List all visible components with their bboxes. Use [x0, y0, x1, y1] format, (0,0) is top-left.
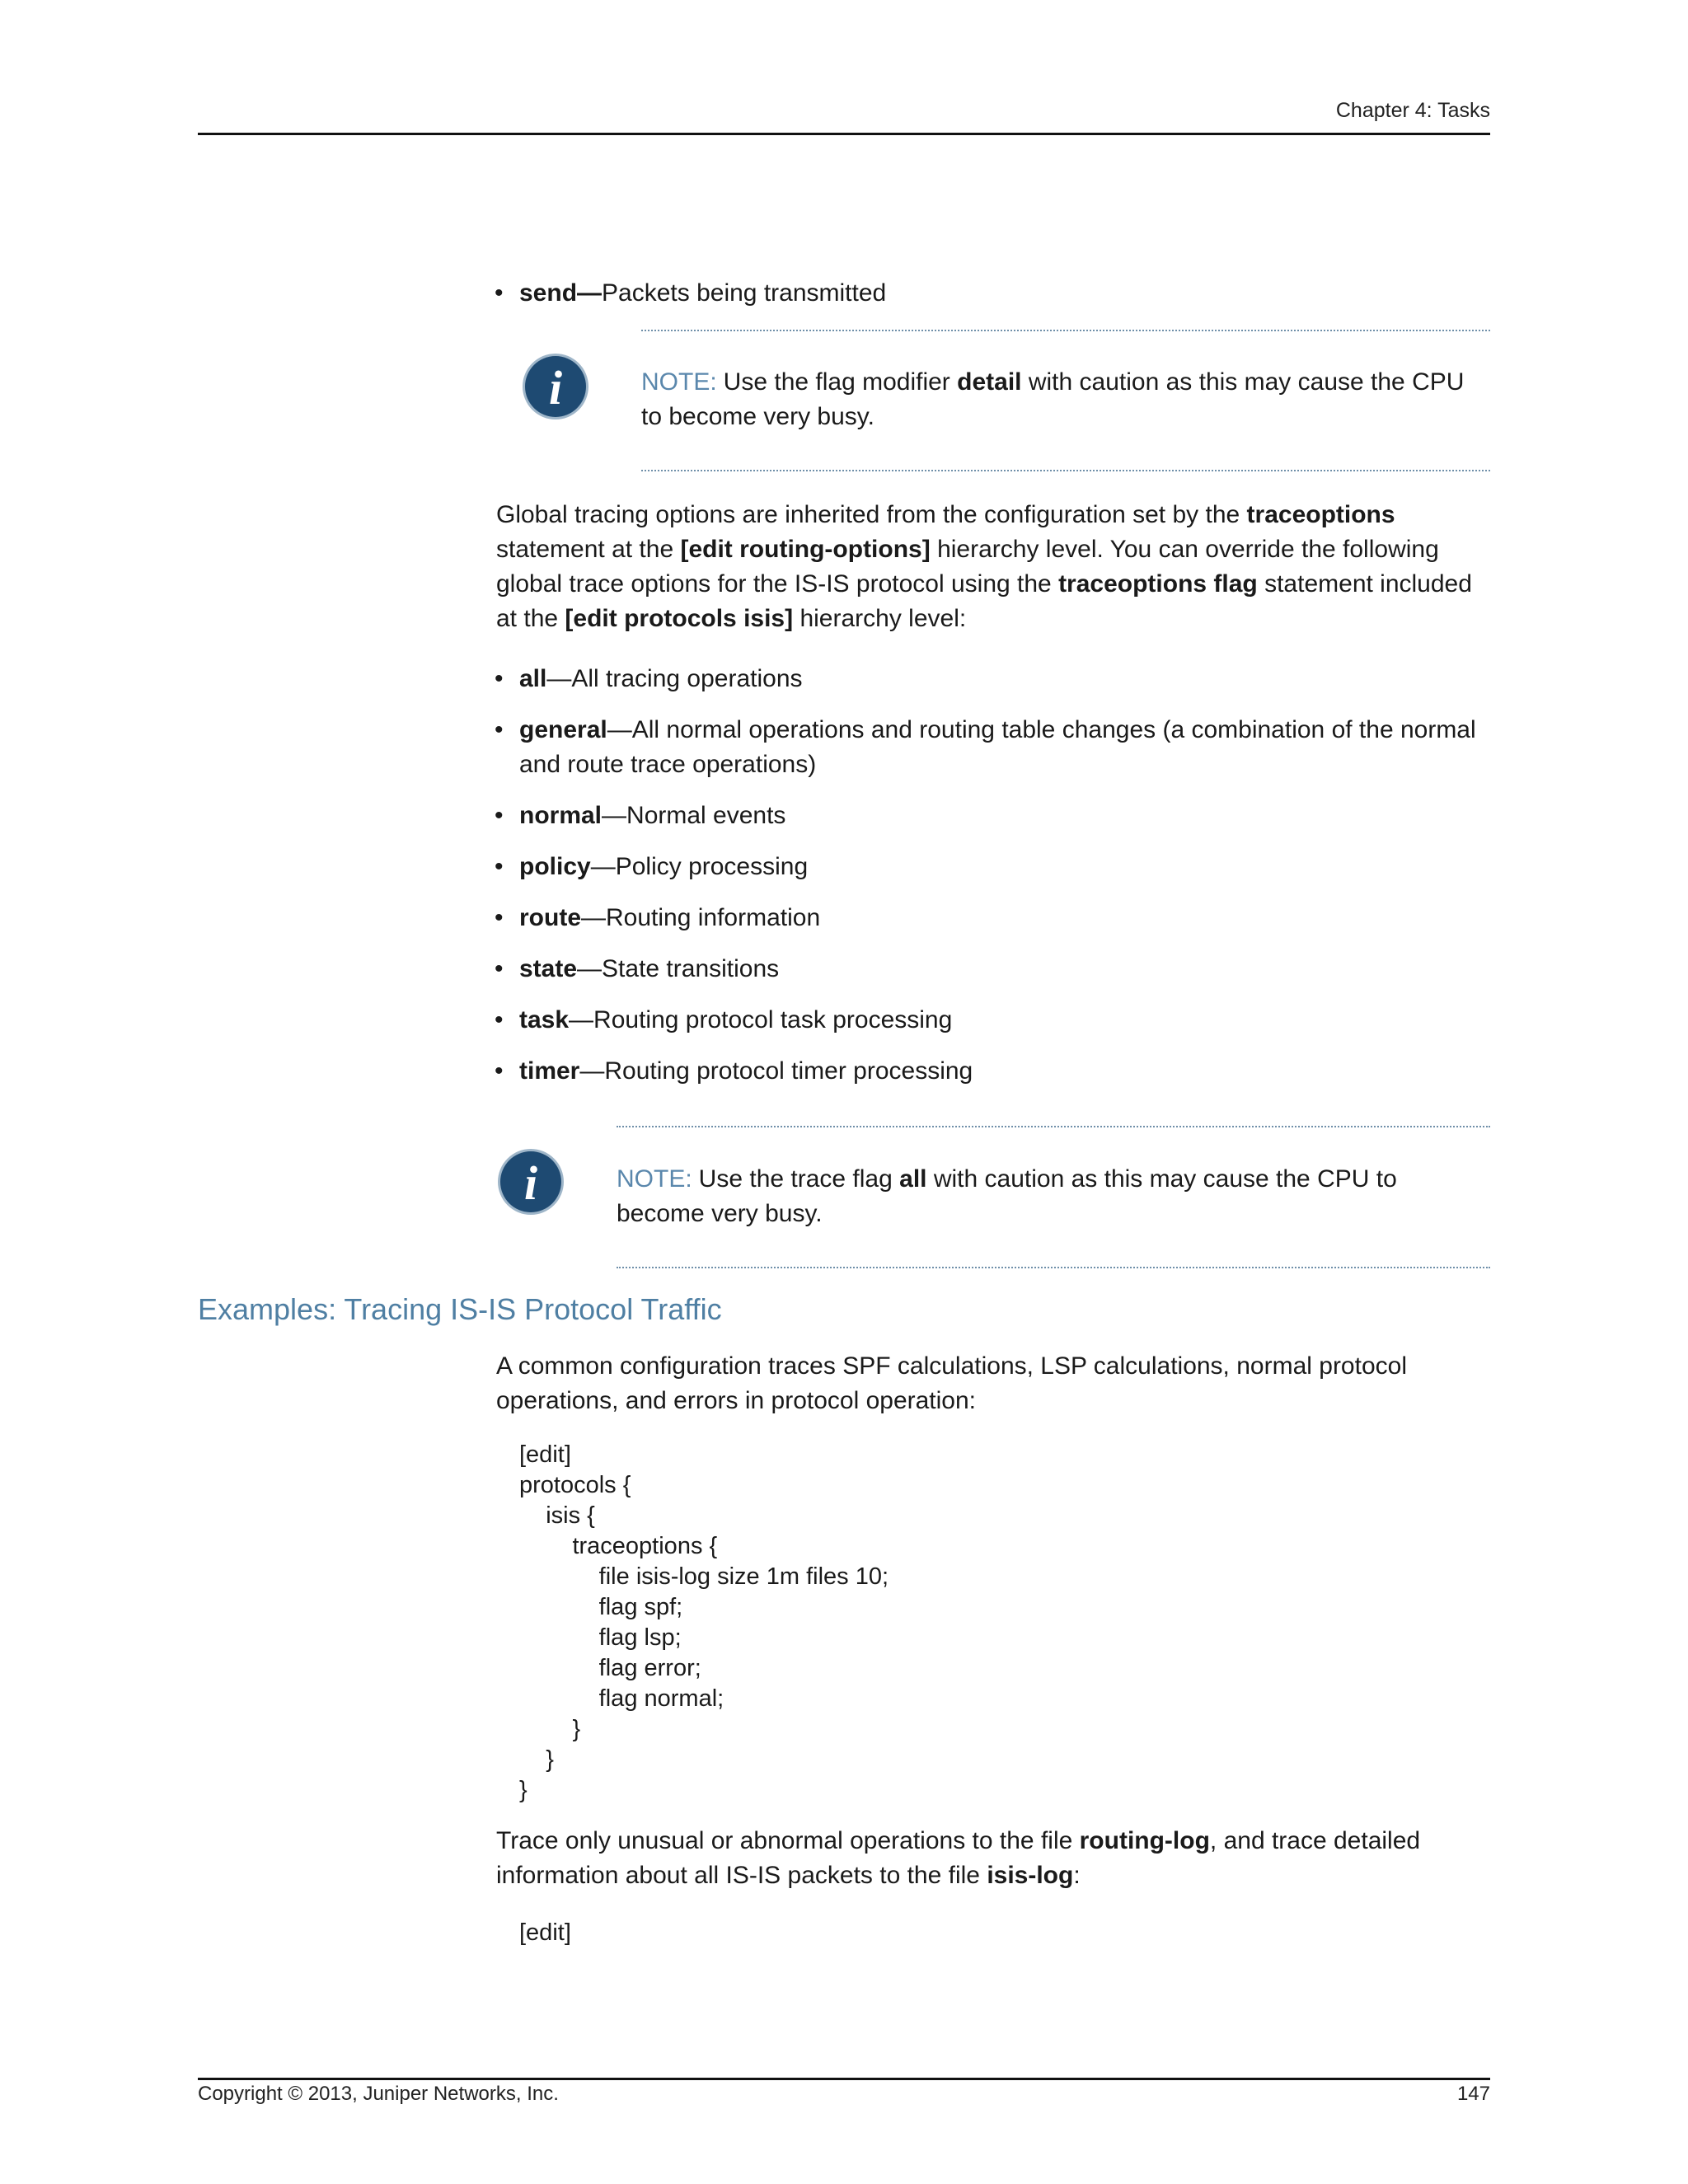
- bullet-send: [495, 276, 1490, 327]
- list-item: • task—Routing protocol task processing: [495, 1003, 1490, 1038]
- info-icon: [522, 353, 589, 420]
- footer-rule: [198, 2078, 1490, 2080]
- list-item: • state—State transitions: [495, 952, 1490, 987]
- paragraph-common-config: A common configuration traces SPF calculations, LSP calculations, normal protocol operations, and errors in protocol operation:: [496, 1352, 1407, 1414]
- copyright: Copyright © 2013, Juniper Networks, Inc.: [198, 2083, 559, 2105]
- list-item: • send—Packets being transmitted: [495, 276, 1490, 311]
- note-caution-all: NOTE: Use the trace flag all with caution as this may cause the CPU to become very busy.: [617, 1165, 1397, 1227]
- list-item: • normal—Normal events: [495, 799, 1490, 833]
- note-divider-top: [641, 330, 1490, 331]
- note-divider-top: [617, 1126, 1490, 1127]
- note-label: NOTE:: [617, 1165, 692, 1193]
- note-divider-bottom: [641, 470, 1490, 471]
- list-item: • policy—Policy processing: [495, 850, 1490, 884]
- info-icon: [497, 1148, 565, 1216]
- note-divider-bottom: [617, 1267, 1490, 1268]
- note-caution-detail: NOTE: Use the flag modifier detail with caution as this may cause the CPU to become very busy.: [641, 368, 1465, 430]
- svg-text:i: i: [523, 1156, 538, 1210]
- note-label: NOTE:: [641, 368, 717, 396]
- list-item: • route—Routing information: [495, 901, 1490, 935]
- header-rule: [198, 133, 1490, 135]
- svg-text:i: i: [548, 361, 563, 415]
- paragraph-trace-unusual: Trace only unusual or abnormal operations to the file routing-log, and trace detailed information about all IS-IS packets to the file isis-log:: [496, 1827, 1421, 1889]
- code-block-traceoptions: [edit] protocols { isis { traceoptions { file isis-log size 1m files 10; flag spf; flag lsp; flag error; flag normal; } } }: [519, 1441, 889, 1803]
- section-title: Examples: Tracing IS-IS Protocol Traffic: [198, 1292, 722, 1326]
- page-number: 147: [1456, 2083, 1490, 2105]
- list-item: • all—All tracing operations: [495, 662, 1490, 696]
- list-item: • timer—Routing protocol timer processing: [495, 1054, 1490, 1089]
- trace-flag-list: [495, 662, 1490, 1105]
- paragraph-global-tracing: Global tracing options are inherited from the configuration set by the traceoptions statement at the [edit routing-options] hierarchy level. You can override the following global trace options for the IS-IS protocol using the traceoptions flag statement included at the [edit protocols isis] hierarchy level:: [496, 501, 1472, 632]
- running-header: Chapter 4: Tasks: [1335, 99, 1490, 122]
- list-item: • general—All normal operations and routing table changes (a combination of the normal and route trace operations): [495, 713, 1490, 782]
- code-block-edit: [edit]: [519, 1919, 571, 1946]
